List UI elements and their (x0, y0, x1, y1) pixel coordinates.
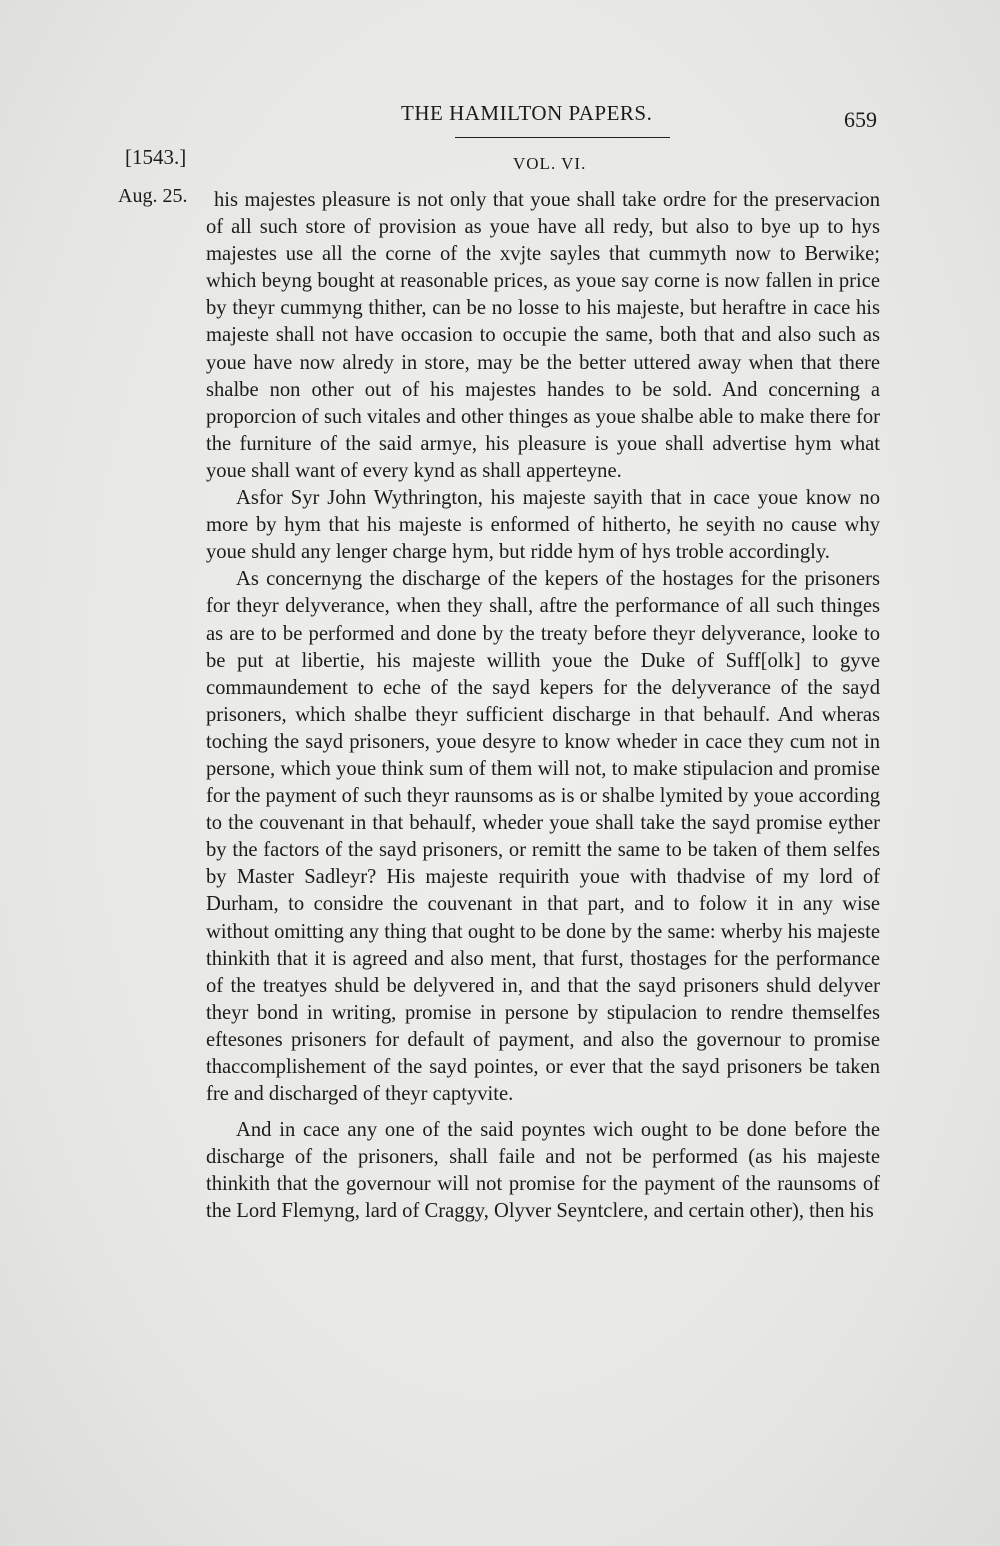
margin-date: Aug. 25. (118, 185, 188, 207)
paragraph: Asfor Syr John Wythrington, his majeste sayith that in cace youe know no more by hym that his majeste is enformed of hitherto, he seyith no cause why youe shuld any lenger charge hym, but ridde hym of hys troble accordingly. (206, 487, 880, 564)
paragraph: his majestes pleasure is not only that youe shall take ordre for the preservacion of all such store of provision as youe have all redy, but also to bye up to hys majestes use all the corne of the xvjte sayles that cummyth now to Berwike; which beyng bought at reasonable prices, as youe say corne is now fallen in price by theyr cummyng thither, can be no losse to his majeste, but heraftre in cace his majeste shall not have occasion to occupie the same, both that and also such as youe have now alredy in store, may be the better uttered away when that there shalbe non other out of his majestes handes to be sold. And concerning a proporcion of such vitales and other thinges as youe shalbe able to make there for the furniture of the said armye, his pleasure is youe shall advertise hym what youe shall want of every kynd as shall apperteyne. (206, 189, 880, 482)
paragraph: As concernyng the discharge of the kepers of the hostages for the prisoners for theyr delyverance, when they shall, aftre the performance of all such thinges as are to be performed and done by the treaty before theyr delyverance, looke to be put at libertie, his majeste willith youe the Duke of Suff[olk] to gyve commaundement to eche of the sayd kepers for the delyverance of the sayd prisoners, which shalbe theyr sufficient discharge in that behaulf. And wheras toching the sayd prisoners, youe desyre to know wheder in cace they cum not in persone, which youe think sum of them will not, to make stipulacion and promise for the payment of such theyr raunsoms as is or shalbe lymited by youe according to the couvenant in that behaulf, wheder youe shall take the sayd promise eyther by the factors of the sayd prisoners, or remitt the same to be taken of them selfes by Master Sadleyr? His majeste requirith youe with thadvise of my lord of Durham, to considre the couvenant in that part, and to folow it in any wise without omitting any thing that ought to be done by the same: wherby his majeste thinkith that it is agreed and also ment, that furst, thostages for the performance of the treatyes shuld be delyvered in, and that the sayd prisoners shuld delyver theyr bond in writing, promise in persone by stipulacion to rendre themselfes eftesones prisoners for default of payment, and also the governour to promise thaccomplishement of the sayd pointes, or ever that the sayd prisoners be taken fre and discharged of theyr captyvite. (206, 568, 880, 1106)
page-number: 659 (844, 107, 877, 132)
volume-label: VOL. VI. (513, 154, 587, 173)
body-text (206, 187, 880, 1226)
paragraph: And in cace any one of the said poyntes wich ought to be done before the discharge of the prisoners, shall faile and not be performed (as his majeste thinkith that the governour will not promise for the payment of the raunsoms of the Lord Flemyng, lard of Craggy, Olyver Seyntclere, and certain other), then his (206, 1119, 880, 1223)
year-marker: [1543.] (125, 145, 187, 169)
header-rule (455, 137, 670, 138)
running-title: THE HAMILTON PAPERS. (401, 101, 653, 125)
